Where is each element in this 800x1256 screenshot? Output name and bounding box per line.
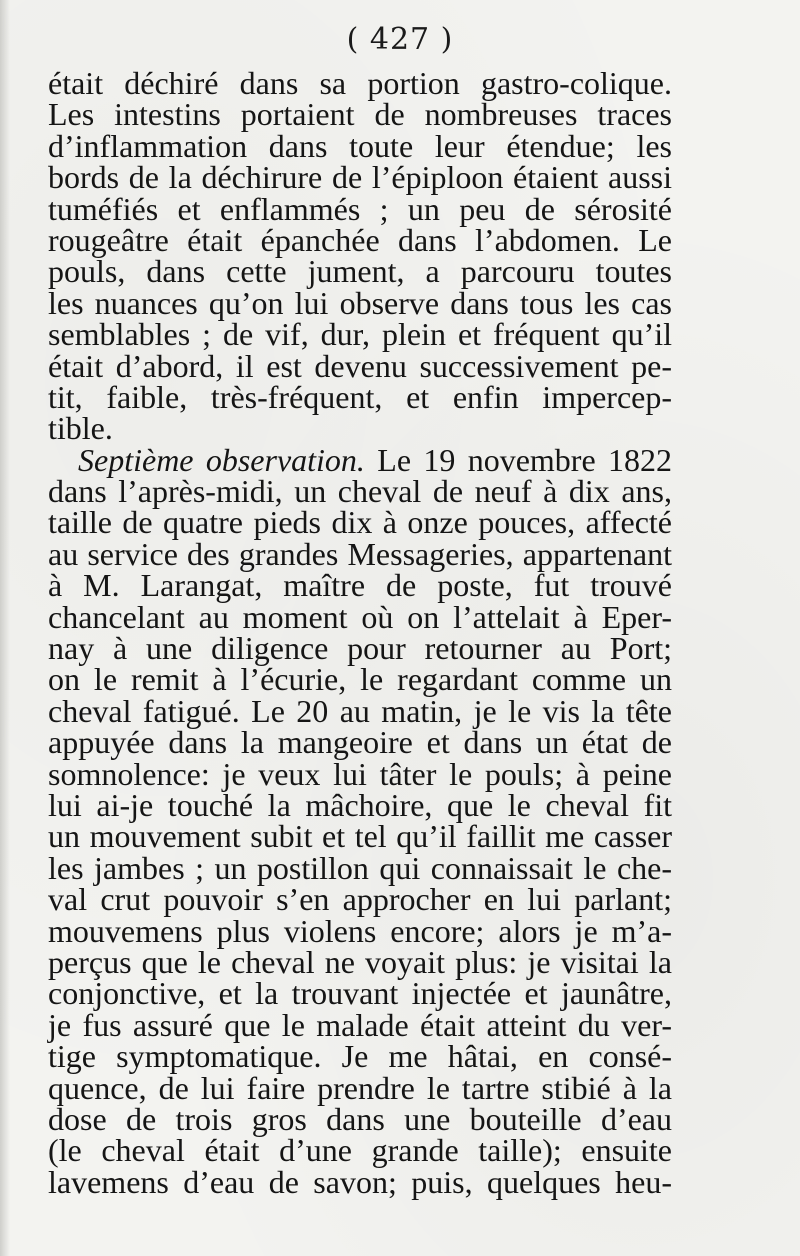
text-line: chancelant au moment où on l’attelait à Eper- [48, 598, 672, 635]
text-line: on le remit à l’écurie, le regardant comme un [48, 661, 672, 698]
text-line: je fus assuré que le malade était atteint du ver- [48, 1006, 672, 1043]
section-heading: Septième observation. [78, 441, 365, 478]
text-line: lui ai-je touché la mâchoire, que le cheval fit [48, 786, 672, 823]
text-line: mouvemens plus violens encore; alors je m’a- [48, 912, 672, 949]
text-line: lavemens d’eau de savon; puis, quelques heu- [48, 1163, 672, 1200]
text-line: était déchiré dans sa portion gastro-colique. [48, 65, 672, 101]
text-line: cheval fatigué. Le 20 au matin, je le vis la tête [48, 692, 672, 729]
text-line: taille de quatre pieds dix à onze pouces, affecté [48, 504, 672, 541]
text-line: les jambes ; un postillon qui connaissait le che- [48, 849, 672, 886]
text-line: bords de la déchirure de l’épiploon étaient aussi [48, 159, 672, 196]
text-line: appuyée dans la mangeoire et dans un état de [48, 724, 672, 761]
text-line: un mouvement subit et tel qu’il faillit me casser [48, 818, 672, 855]
text-line: dans l’après-midi, un cheval de neuf à dix ans, [48, 473, 672, 510]
text-line: rougeâtre était épanchée dans l’abdomen. Le [48, 221, 672, 258]
text-line: quence, de lui faire prendre le tartre stibié à la [48, 1069, 672, 1106]
section-line [48, 441, 673, 478]
text-line: val crut pouvoir s’en approcher en lui parlant; [48, 881, 672, 918]
text-line: tige symptomatique. Je me hâtai, en consé- [48, 1038, 672, 1075]
page-edge-shadow [0, 0, 10, 1256]
text-line: Les intestins portaient de nombreuses traces [48, 96, 672, 133]
text-line: au service des grandes Messageries, appartenant [48, 535, 672, 572]
body-text [48, 65, 673, 1200]
text-line: semblables ; de vif, dur, plein et fréquent qu’il [48, 316, 672, 353]
text-line: somnolence: je veux lui tâter le pouls; à peine [48, 755, 672, 792]
text-line: les nuances qu’on lui observe dans tous les cas [48, 284, 672, 321]
text-line: pouls, dans cette jument, a parcouru toutes [48, 253, 672, 290]
text-line: à M. Larangat, maître de poste, fut trouvé [48, 567, 672, 604]
text-line: conjonctive, et la trouvant injectée et jaunâtre, [48, 975, 672, 1012]
text-line: tible. [48, 410, 113, 447]
text-line: perçus que le cheval ne voyait plus: je visitai la [48, 943, 672, 980]
text-line: nay à une diligence pour retourner au Port; [48, 630, 672, 667]
text-line: (le cheval était d’une grande taille); ensuite [48, 1132, 672, 1169]
text-line: tit, faible, très-fréquent, et enfin impercep- [48, 378, 672, 415]
text-line: d’inflammation dans toute leur étendue; les [48, 127, 672, 164]
text-line: tuméfiés et enflammés ; un peu de sérosité [48, 190, 672, 227]
page-number: ( 427 ) [346, 22, 454, 57]
text-line: dose de trois gros dans une bouteille d’eau [48, 1100, 672, 1137]
text-line: était d’abord, il est devenu successivement pe- [48, 347, 672, 384]
text-fragment: Le 19 novembre 1822 [377, 441, 673, 478]
